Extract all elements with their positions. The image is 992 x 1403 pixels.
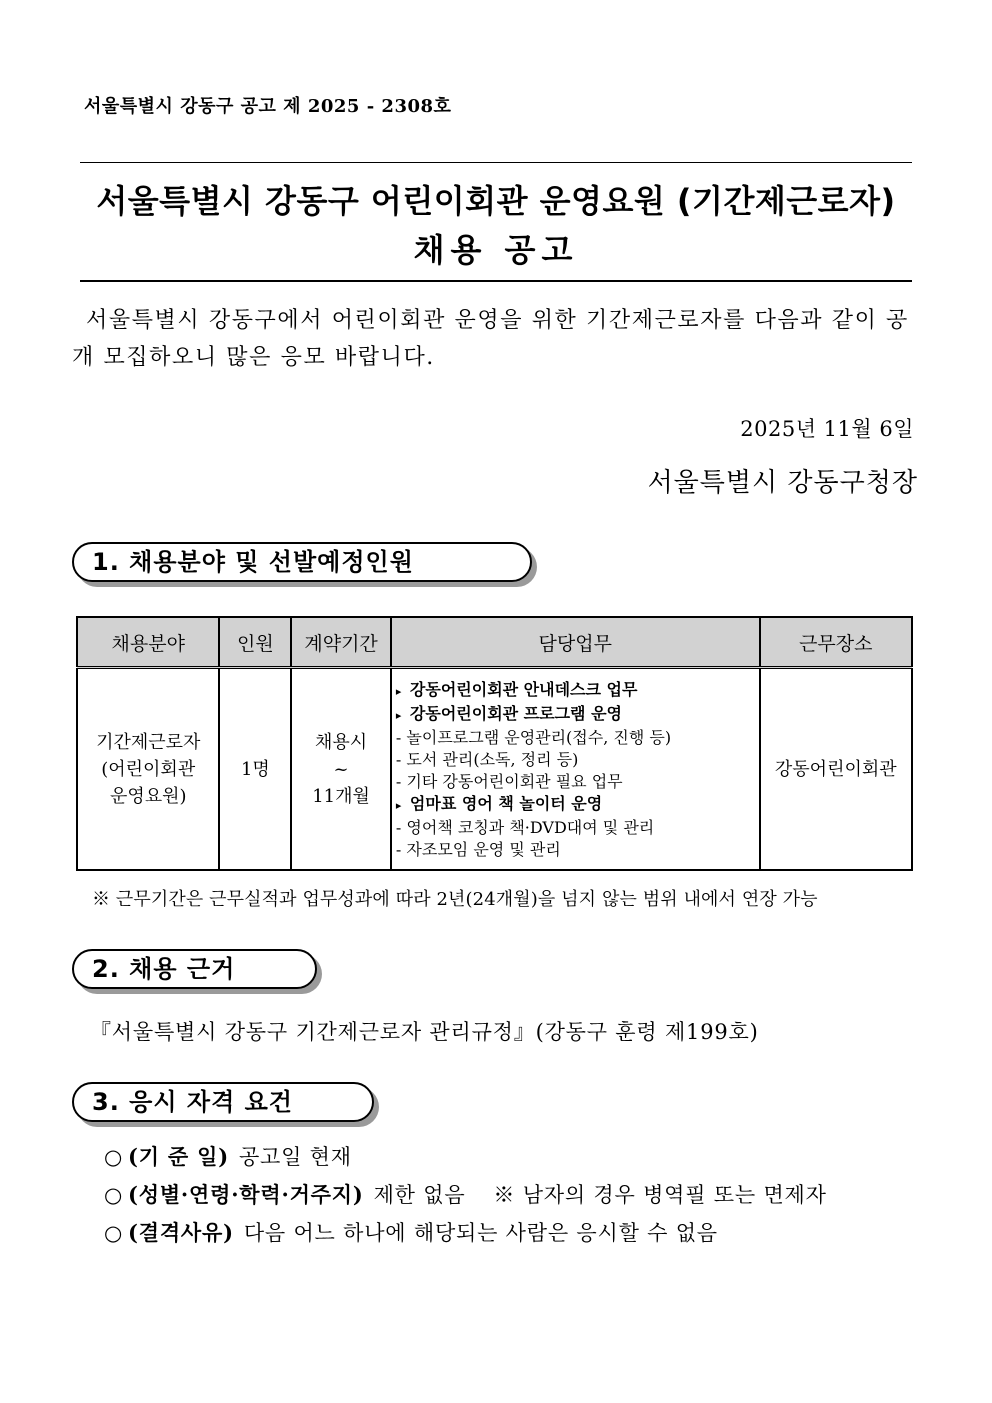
- duty-item: - 자조모임 운영 및 관리: [395, 840, 561, 859]
- notice-date: 2025년 11월 6일: [740, 417, 914, 441]
- triangle-bullet-icon: ▸: [395, 799, 402, 812]
- qualification-item: [104, 1141, 352, 1171]
- header-field: 채용분야: [77, 617, 219, 668]
- duty-item: - 놀이프로그램 운영관리(접수, 진행 등): [395, 728, 672, 747]
- table-row: [77, 668, 912, 871]
- period-line3: 11개월: [312, 785, 370, 807]
- intro-paragraph: 서울특별시 강동구에서 어린이회관 운영을 위한 기간제근로자를 다음과 같이 공개 모집하오니 많은 응모 바랍니다.: [72, 308, 909, 370]
- section-heading-2: 2. 채용 근거: [72, 949, 317, 989]
- qualification-label: (기 준 일): [128, 1144, 229, 1169]
- duty-item: 강동어린이회관 프로그램 운영: [409, 704, 622, 723]
- duty-item: 강동어린이회관 안내데스크 업무: [409, 680, 638, 699]
- notice-number: 서울특별시 강동구 공고 제 2025 - 2308호: [84, 96, 452, 117]
- header-period: 계약기간: [291, 617, 391, 668]
- legal-basis: 『서울특별시 강동구 기간제근로자 관리규정』(강동구 훈령 제199호): [90, 1020, 759, 1044]
- duty-item: 엄마표 영어 책 놀이터 운영: [409, 794, 603, 813]
- qualification-text: 제한 없음: [373, 1183, 466, 1207]
- header-location: 근무장소: [760, 617, 912, 668]
- section-heading-1: 1. 채용분야 및 선발예정인원: [72, 542, 532, 582]
- qualification-text: 공고일 현재: [238, 1145, 352, 1169]
- cell-duties: [391, 668, 760, 871]
- page-title-line2: 채용 공고: [413, 231, 579, 269]
- triangle-bullet-icon: ▸: [395, 685, 402, 698]
- qualification-item: [104, 1179, 827, 1209]
- duty-item: - 영어책 코칭과 책·DVD대여 및 관리: [395, 818, 655, 837]
- field-line3: 운영요원): [109, 785, 187, 807]
- extension-note: ※ 근무기간은 근무실적과 업무성과에 따라 2년(24개월)을 넘지 않는 범위 내에서 연장 가능: [92, 889, 818, 910]
- page-title-line1: 서울특별시 강동구 어린이회관 운영요원 (기간제근로자): [96, 182, 896, 220]
- period-line2: ~: [333, 758, 349, 780]
- cell-period: [291, 668, 391, 871]
- cell-field: [77, 668, 219, 871]
- qualification-text: 다음 어느 하나에 해당되는 사람은 응시할 수 없음: [243, 1221, 718, 1245]
- circle-bullet-icon: ○: [104, 1145, 124, 1169]
- header-count: 인원: [219, 617, 291, 668]
- circle-bullet-icon: ○: [104, 1221, 124, 1245]
- top-rule: [80, 162, 912, 163]
- duty-item: - 도서 관리(소독, 정리 등): [395, 750, 579, 769]
- qualification-item: [104, 1217, 718, 1247]
- qualification-label: (결격사유): [128, 1220, 234, 1245]
- recruitment-table: [76, 616, 913, 871]
- cell-count: [219, 668, 291, 871]
- count-value: 1명: [240, 758, 270, 780]
- duty-item: - 기타 강동어린이회관 필요 업무: [395, 772, 623, 791]
- circle-bullet-icon: ○: [104, 1183, 124, 1207]
- field-line2: (어린이회관: [101, 758, 196, 780]
- period-line1: 채용시: [315, 731, 368, 753]
- issuer-name: 서울특별시 강동구청장: [647, 468, 918, 498]
- qualification-note: ※ 남자의 경우 병역필 또는 면제자: [493, 1183, 827, 1207]
- title-rule: [80, 280, 912, 282]
- triangle-bullet-icon: ▸: [395, 709, 402, 722]
- header-duties: 담당업무: [391, 617, 760, 668]
- qualification-label: (성별·연령·학력·거주지): [128, 1182, 364, 1207]
- section-heading-3: 3. 응시 자격 요건: [72, 1082, 374, 1122]
- table-header-row: [77, 617, 912, 668]
- location-value: 강동어린이회관: [774, 758, 897, 780]
- field-line1: 기간제근로자: [96, 731, 201, 753]
- cell-location: [760, 668, 912, 871]
